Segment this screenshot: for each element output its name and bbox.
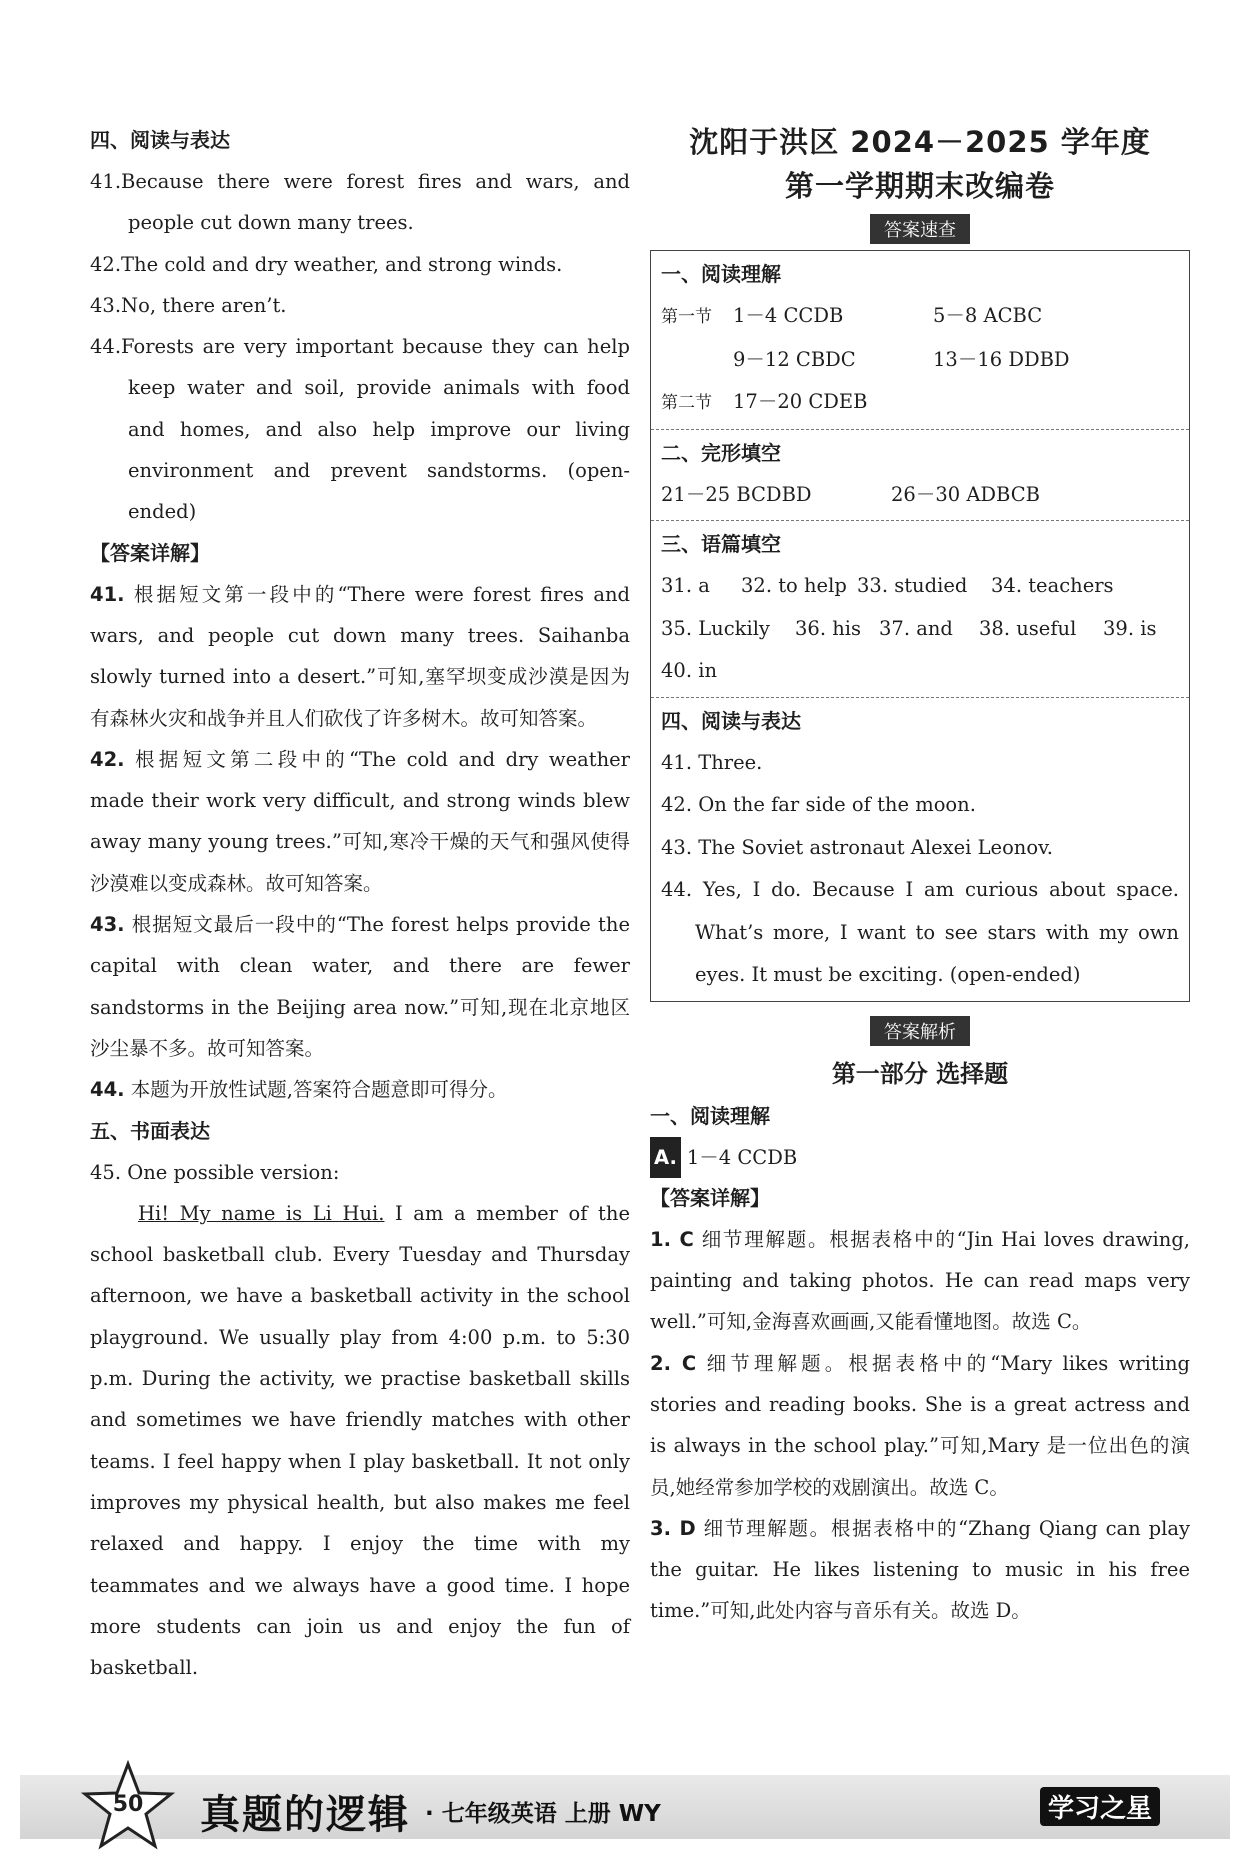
essay-intro: 45. One possible version: (90, 1160, 340, 1184)
right-column (650, 120, 1190, 1632)
section-a-range: A. 1－4 CCDB (650, 1137, 1190, 1178)
quick-section-cloze: 二、完形填空 21－25 BCDBD 26－30 ADBCB (651, 430, 1189, 522)
detail-44: 44. 本题为开放性试题,答案符合题意即可得分。 (90, 1078, 508, 1102)
section-title-reading: 一、阅读理解 (650, 1103, 770, 1128)
quick-section-reading-expression: 四、阅读与表达 41. Three. 42. On the far side of the moon. 43. The Soviet astronaut Alexei Leonov. 44. Yes, I do. Because I am curious about space. What’s more, I want to see stars with my own eyes. It must be exciting. (open-ended) (661, 708, 1179, 986)
detail-3: 3. D 细节理解题。根据表格中的“Zhang Qiang can play the guitar. He likes listening to music in his free time.”可知,此处内容与音乐有关。故选 D。 (650, 1516, 1191, 1623)
exam-title-line-1: 沈阳于洪区 2024－2025 学年度 (689, 125, 1151, 159)
quick-line: 第二节 17－20 CDEB (661, 390, 868, 413)
section-title-writing: 五、书面表达 (90, 1118, 210, 1143)
part-title: 第一部分 选择题 (831, 1059, 1009, 1088)
answer-detail-label: 【答案详解】 (90, 540, 210, 565)
book-info: · 七年级英语 上册 WY (425, 1801, 661, 1827)
answer-44: 44.Forests are very important because they can help keep water and soil, provide animals with food and homes, and also help improve our living environment and prevent sandstorms. (open-ended) (90, 335, 630, 524)
section-title-reading-expression: 四、阅读与表达 (90, 128, 230, 152)
essay-underlined-opening: Hi! My name is Li Hui. (138, 1201, 385, 1225)
detail-43: 43. 根据短文最后一段中的“The forest helps provide the capital with clean water, and there are fewer sandstorms in the Beijing area now.”可知,现在北京地区沙尘暴不多。故可知答案。 (90, 913, 630, 1060)
left-column (90, 120, 630, 1688)
quick-line: 9－12 CBDC 13－16 DDBD (733, 347, 1070, 371)
detail-41: 41. 根据短文第一段中的“There were forest fires and wars, and people cut down many trees. Saihanba slowly turned into a desert.”可知,塞罕坝变成沙漠是因为有森林火灾和战争并且人们砍伐了许多树木。故可知答案。 (90, 582, 630, 730)
quick-answer-label: 答案速查 (870, 214, 970, 244)
answer-43: 43.No, there aren’t. (90, 293, 287, 317)
detail-2: 2. C 细节理解题。根据表格中的“Mary likes writing stories and reading books. She is a great actress and is always in the school play.”可知,Mary 是一位出色的演员,她经常参加学校的戏剧演出。故选 C。 (650, 1351, 1191, 1499)
series-title: 真题的逻辑 (200, 1792, 410, 1838)
quick-answer-box (650, 250, 1190, 1002)
quick-section-reading: 一、阅读理解 第一节 1－4 CCDB 5－8 ACBC 9－12 CBDC 13－16 DDBD 第二节 17－20 CDEB (651, 251, 1189, 430)
detail-1: 1. C 细节理解题。根据表格中的“Jin Hai loves drawing, painting and taking photos. He can read maps very well.”可知,金海喜欢画画,又能看懂地图。故选 C。 (650, 1227, 1191, 1334)
essay-body: Hi! My name is Li Hui. I am a member of the school basketball club. Every Tuesday and Thursday afternoon, we have a basketball activity in the school playground. We usually play from 4:00 p.m. to 5:30 p.m. During the activity, we practise basketball skills and sometimes we have friendly matches with other teams. I feel happy when I play basketball. It not only improves my physical health, but also makes me feel relaxed and happy. I enjoy the time with my teammates and we always have a good time. I hope more students can join us and enjoy the fun of basketball. (90, 1201, 630, 1680)
quick-section-passage-fill: 三、语篇填空 31. a 32. to help 33. studied 34. teachers 35. Luckily 36. his 37. and 38. useful 39. is 40. in (651, 521, 1189, 698)
exam-title-line-2: 第一学期期末改编卷 (784, 169, 1055, 203)
answer-detail-label: 【答案详解】 (650, 1185, 770, 1210)
answer-42: 42.The cold and dry weather, and strong winds. (90, 252, 563, 276)
answer-41: 41.Because there were forest fires and wars, and people cut down many trees. (90, 170, 630, 235)
a-label: A. (650, 1137, 681, 1178)
analysis-label: 答案解析 (870, 1016, 970, 1046)
detail-42: 42. 根据短文第二段中的“The cold and dry weather made their work very difficult, and strong winds blew away many young trees.”可知,寒冷干燥的天气和强风使得沙漠难以变成森林。故可知答案。 (90, 747, 630, 895)
quick-line: 第一节 1－4 CCDB 5－8 ACBC (661, 304, 1043, 327)
brand-logo: 学习之星 (1040, 1787, 1160, 1826)
page-number: 50 (112, 1792, 144, 1817)
